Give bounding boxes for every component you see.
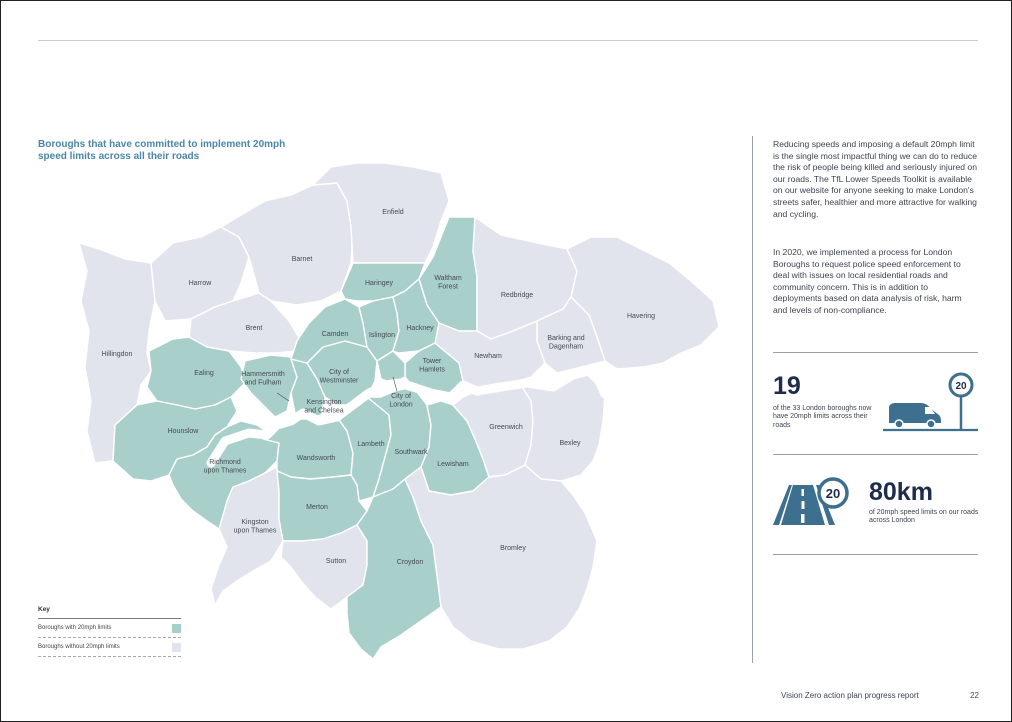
borough-label-hillingdon: Hillingdon — [101, 351, 133, 358]
stat-boroughs-value: 19 — [773, 372, 801, 400]
key-item-with-limits — [38, 619, 181, 638]
key-item-label: Boroughs with 20mph limits — [38, 625, 112, 631]
speed-sign-value: 20 — [955, 381, 967, 392]
stat-km-value: 80km — [869, 478, 933, 506]
borough-label-barking: Barking and Dagenham — [547, 335, 585, 351]
borough-label-camden: Camden — [321, 331, 349, 338]
speed-limit-sign-icon — [819, 479, 847, 507]
page-number: 22 — [970, 691, 979, 700]
road-speed-sign-icon — [771, 475, 853, 527]
borough-label-hammersmith: Hammersmith and Fulham — [241, 371, 285, 387]
borough-label-kingston: Kingston upon Thames — [233, 519, 277, 535]
borough-label-brent: Brent — [245, 325, 263, 332]
borough-label-havering: Havering — [626, 313, 656, 320]
borough-label-waltham-forest: Waltham Forest — [434, 275, 462, 291]
key-title: Key — [38, 606, 50, 613]
stat-divider-1 — [773, 352, 978, 353]
borough-label-tower-hamlets: Tower Hamlets — [419, 358, 445, 374]
borough-label-ealing: Ealing — [194, 370, 214, 377]
borough-label-newham: Newham — [474, 353, 502, 360]
borough-label-hounslow: Hounslow — [167, 428, 199, 435]
sidebar-paragraph-2: In 2020, we implemented a process for London Boroughs to request police speed enforcement to deal with issues on local residential roads and community concern. This is in addition to deployments based on data analysis of risk, harm and levels of non-compliance. — [773, 247, 962, 315]
page-footer — [781, 691, 979, 700]
van-speed-sign-icon — [881, 371, 981, 433]
sidebar-divider — [752, 136, 753, 663]
stat-km-text: of 20mph speed limits on our roads across London — [869, 509, 979, 525]
borough-label-merton: Merton — [306, 504, 328, 511]
borough-label-croydon: Croydon — [396, 559, 424, 566]
borough-label-kensington: Kensington and Chelsea — [304, 399, 344, 415]
borough-label-greenwich: Greenwich — [489, 424, 523, 431]
stat-divider-3 — [773, 554, 978, 555]
borough-label-redbridge: Redbridge — [500, 292, 534, 299]
map-key — [38, 606, 181, 657]
borough-label-city-of-london: City of London — [389, 393, 413, 409]
borough-label-southwark: Southwark — [394, 449, 428, 456]
borough-label-harrow: Harrow — [188, 280, 212, 287]
borough-label-bromley: Bromley — [500, 545, 526, 552]
borough-label-lewisham: Lewisham — [437, 461, 469, 468]
key-swatch-with-limits — [172, 624, 181, 633]
borough-label-richmond: Richmond upon Thames — [203, 459, 247, 475]
borough-label-hackney: Hackney — [406, 325, 434, 332]
key-item-label: Boroughs without 20mph limits — [38, 644, 120, 650]
borough-label-haringey: Haringey — [364, 280, 394, 287]
borough-label-wandsworth: Wandsworth — [296, 455, 336, 462]
speed-sign-value: 20 — [825, 486, 841, 501]
borough-label-westminster: City of Westminster — [319, 369, 359, 385]
stat-boroughs-text: of the 33 London boroughs now have 20mph limits across their roads — [773, 405, 872, 429]
report-title: Vision Zero action plan progress report — [781, 691, 919, 700]
borough-label-bexley: Bexley — [559, 440, 581, 447]
borough-label-islington: Islington — [368, 332, 396, 339]
borough-label-barnet: Barnet — [291, 256, 313, 263]
borough-label-enfield: Enfield — [382, 209, 404, 216]
stat-divider-2 — [773, 454, 978, 455]
key-item-without-limits — [38, 638, 181, 657]
map-title: Boroughs that have committed to implement 20mph speed limits across all their roads — [38, 139, 286, 162]
speed-limit-sign-icon — [950, 374, 972, 429]
key-swatch-without-limits — [172, 643, 181, 652]
van-icon — [889, 403, 941, 428]
sidebar-paragraph-1: Reducing speeds and imposing a default 20mph limit is the single most impactful thing we can do to reduce the risk of people being killed and seriously injured on our roads. The TfL Lower Speeds Toolkit is available on our website for anyone seeking to make London's streets safer, healthier and more attractive for walking and cycling. — [773, 139, 977, 219]
borough-label-sutton: Sutton — [325, 558, 347, 565]
borough-label-lambeth: Lambeth — [357, 441, 385, 448]
